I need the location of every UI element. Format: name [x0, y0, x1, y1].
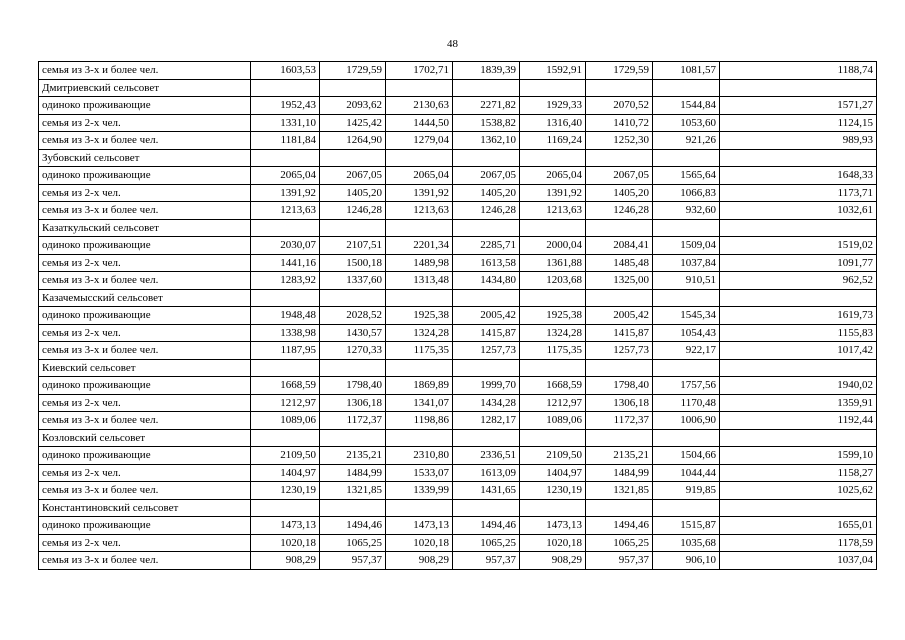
value-cell: 2201,34 — [386, 237, 453, 255]
value-cell: 2005,42 — [453, 307, 520, 325]
row-label: одиноко проживающие — [39, 447, 251, 465]
value-cell: 932,60 — [653, 202, 720, 220]
value-cell: 1798,40 — [320, 377, 386, 395]
value-cell — [453, 499, 520, 517]
value-cell: 1212,97 — [520, 394, 586, 412]
value-cell: 1020,18 — [520, 534, 586, 552]
value-cell: 1338,98 — [251, 324, 320, 342]
value-cell — [320, 359, 386, 377]
value-cell: 1091,77 — [720, 254, 877, 272]
value-cell: 2093,62 — [320, 97, 386, 115]
value-cell: 2030,07 — [251, 237, 320, 255]
table-row — [39, 97, 877, 115]
value-cell — [720, 289, 877, 307]
value-cell — [251, 429, 320, 447]
value-cell: 2130,63 — [386, 97, 453, 115]
value-cell: 1325,00 — [586, 272, 653, 290]
value-cell: 1158,27 — [720, 464, 877, 482]
value-cell: 1839,39 — [453, 62, 520, 80]
value-cell — [320, 429, 386, 447]
value-cell: 1405,20 — [453, 184, 520, 202]
value-cell: 1484,99 — [320, 464, 386, 482]
value-cell: 1473,13 — [386, 517, 453, 535]
value-cell — [320, 79, 386, 97]
value-cell: 1431,65 — [453, 482, 520, 500]
value-cell: 1212,97 — [251, 394, 320, 412]
table-row — [39, 324, 877, 342]
value-cell — [653, 359, 720, 377]
value-cell — [653, 429, 720, 447]
value-cell: 1929,33 — [520, 97, 586, 115]
page-number: 48 — [447, 38, 458, 50]
table-row — [39, 184, 877, 202]
value-cell: 1362,10 — [453, 132, 520, 150]
value-cell — [520, 429, 586, 447]
value-cell: 1081,57 — [653, 62, 720, 80]
value-cell: 1213,63 — [520, 202, 586, 220]
value-cell: 1172,37 — [586, 412, 653, 430]
value-cell — [586, 359, 653, 377]
value-cell: 2065,04 — [386, 167, 453, 185]
value-cell: 1485,48 — [586, 254, 653, 272]
value-cell — [320, 499, 386, 517]
value-cell: 1798,40 — [586, 377, 653, 395]
value-cell — [720, 219, 877, 237]
value-cell: 1198,86 — [386, 412, 453, 430]
table-row — [39, 377, 877, 395]
value-cell: 1757,56 — [653, 377, 720, 395]
value-cell — [386, 79, 453, 97]
value-cell: 1213,63 — [251, 202, 320, 220]
value-cell: 1270,33 — [320, 342, 386, 360]
value-cell: 1415,87 — [586, 324, 653, 342]
value-cell: 1065,25 — [320, 534, 386, 552]
value-cell — [586, 219, 653, 237]
value-cell — [586, 289, 653, 307]
value-cell: 1444,50 — [386, 114, 453, 132]
value-cell: 1230,19 — [251, 482, 320, 500]
value-cell — [386, 219, 453, 237]
value-cell: 1230,19 — [520, 482, 586, 500]
value-cell: 1025,62 — [720, 482, 877, 500]
value-cell: 2271,82 — [453, 97, 520, 115]
table-row — [39, 307, 877, 325]
value-cell: 1404,97 — [251, 464, 320, 482]
value-cell: 957,37 — [586, 552, 653, 570]
row-label: семья из 2-х чел. — [39, 184, 251, 202]
value-cell: 2067,05 — [586, 167, 653, 185]
value-cell: 1264,90 — [320, 132, 386, 150]
value-cell — [653, 499, 720, 517]
value-cell — [320, 289, 386, 307]
value-cell: 2109,50 — [520, 447, 586, 465]
value-cell: 1405,20 — [586, 184, 653, 202]
value-cell: 1124,15 — [720, 114, 877, 132]
value-cell: 2067,05 — [320, 167, 386, 185]
value-cell — [320, 149, 386, 167]
row-label: одиноко проживающие — [39, 377, 251, 395]
row-label: Дмитриевский сельсовет — [39, 79, 251, 97]
value-cell: 1257,73 — [586, 342, 653, 360]
value-cell: 1441,16 — [251, 254, 320, 272]
row-label: Казаткульский сельсовет — [39, 219, 251, 237]
value-cell — [720, 149, 877, 167]
value-cell: 1341,07 — [386, 394, 453, 412]
value-cell: 1391,92 — [520, 184, 586, 202]
value-cell: 1404,97 — [520, 464, 586, 482]
table-row — [39, 464, 877, 482]
value-cell: 1619,73 — [720, 307, 877, 325]
value-cell: 1391,92 — [251, 184, 320, 202]
data-table — [38, 61, 877, 570]
value-cell — [386, 429, 453, 447]
value-cell: 1494,46 — [586, 517, 653, 535]
value-cell — [653, 149, 720, 167]
value-cell — [586, 499, 653, 517]
value-cell: 1869,89 — [386, 377, 453, 395]
value-cell: 1613,09 — [453, 464, 520, 482]
row-label: Казачемысский сельсовет — [39, 289, 251, 307]
value-cell — [520, 219, 586, 237]
value-cell: 906,10 — [653, 552, 720, 570]
value-cell: 1925,38 — [520, 307, 586, 325]
value-cell: 1519,02 — [720, 237, 877, 255]
value-cell: 1316,40 — [520, 114, 586, 132]
value-cell — [653, 79, 720, 97]
row-label: Константиновский сельсовет — [39, 499, 251, 517]
value-cell: 2028,52 — [320, 307, 386, 325]
value-cell: 1494,46 — [453, 517, 520, 535]
value-cell — [386, 499, 453, 517]
value-cell: 1359,91 — [720, 394, 877, 412]
value-cell: 1188,74 — [720, 62, 877, 80]
value-cell: 1613,58 — [453, 254, 520, 272]
value-cell: 1702,71 — [386, 62, 453, 80]
value-cell: 2067,05 — [453, 167, 520, 185]
value-cell: 908,29 — [251, 552, 320, 570]
value-cell: 1020,18 — [251, 534, 320, 552]
row-label: одиноко проживающие — [39, 167, 251, 185]
value-cell — [720, 359, 877, 377]
value-cell: 1181,84 — [251, 132, 320, 150]
value-cell — [520, 499, 586, 517]
value-cell: 2000,04 — [520, 237, 586, 255]
value-cell: 1044,44 — [653, 464, 720, 482]
value-cell: 1306,18 — [586, 394, 653, 412]
value-cell: 921,26 — [653, 132, 720, 150]
table-row — [39, 412, 877, 430]
value-cell: 2135,21 — [586, 447, 653, 465]
table-row — [39, 359, 877, 377]
row-label: одиноко проживающие — [39, 97, 251, 115]
value-cell: 1410,72 — [586, 114, 653, 132]
value-cell: 1515,87 — [653, 517, 720, 535]
value-cell: 1494,46 — [320, 517, 386, 535]
row-label: Зубовский сельсовет — [39, 149, 251, 167]
row-label: семья из 3-х и более чел. — [39, 62, 251, 80]
value-cell: 1282,17 — [453, 412, 520, 430]
value-cell: 1306,18 — [320, 394, 386, 412]
value-cell — [720, 499, 877, 517]
value-cell: 1172,37 — [320, 412, 386, 430]
value-cell: 1484,99 — [586, 464, 653, 482]
value-cell — [586, 429, 653, 447]
value-cell: 1246,28 — [320, 202, 386, 220]
value-cell — [453, 219, 520, 237]
row-label: семья из 3-х и более чел. — [39, 202, 251, 220]
value-cell: 1089,06 — [520, 412, 586, 430]
value-cell: 1324,28 — [386, 324, 453, 342]
value-cell: 1324,28 — [520, 324, 586, 342]
row-label: семья из 2-х чел. — [39, 534, 251, 552]
value-cell — [320, 219, 386, 237]
value-cell: 1952,43 — [251, 97, 320, 115]
value-cell: 2285,71 — [453, 237, 520, 255]
row-label: семья из 3-х и более чел. — [39, 342, 251, 360]
table-row — [39, 394, 877, 412]
table-row — [39, 517, 877, 535]
value-cell: 922,17 — [653, 342, 720, 360]
value-cell: 1279,04 — [386, 132, 453, 150]
value-cell: 1155,83 — [720, 324, 877, 342]
value-cell: 1178,59 — [720, 534, 877, 552]
value-cell — [251, 289, 320, 307]
value-cell — [251, 149, 320, 167]
row-label: семья из 2-х чел. — [39, 254, 251, 272]
value-cell: 1066,83 — [653, 184, 720, 202]
table-row — [39, 167, 877, 185]
value-cell: 1500,18 — [320, 254, 386, 272]
value-cell: 1729,59 — [586, 62, 653, 80]
row-label: семья из 2-х чел. — [39, 324, 251, 342]
value-cell: 2084,41 — [586, 237, 653, 255]
value-cell: 1668,59 — [251, 377, 320, 395]
value-cell: 1283,92 — [251, 272, 320, 290]
value-cell: 2065,04 — [251, 167, 320, 185]
value-cell: 1252,30 — [586, 132, 653, 150]
value-cell — [386, 149, 453, 167]
value-cell — [520, 359, 586, 377]
value-cell: 1473,13 — [251, 517, 320, 535]
value-cell: 1246,28 — [586, 202, 653, 220]
value-cell — [453, 429, 520, 447]
value-cell — [453, 79, 520, 97]
row-label: семья из 3-х и более чел. — [39, 132, 251, 150]
value-cell: 1337,60 — [320, 272, 386, 290]
value-cell: 1533,07 — [386, 464, 453, 482]
value-cell: 1173,71 — [720, 184, 877, 202]
row-label: семья из 3-х и более чел. — [39, 272, 251, 290]
value-cell: 1175,35 — [520, 342, 586, 360]
value-cell: 1925,38 — [386, 307, 453, 325]
value-cell: 1434,28 — [453, 394, 520, 412]
value-cell: 957,37 — [320, 552, 386, 570]
value-cell: 1339,99 — [386, 482, 453, 500]
table-row — [39, 202, 877, 220]
value-cell: 1473,13 — [520, 517, 586, 535]
value-cell: 1169,24 — [520, 132, 586, 150]
value-cell: 1257,73 — [453, 342, 520, 360]
value-cell: 1053,60 — [653, 114, 720, 132]
value-cell: 1434,80 — [453, 272, 520, 290]
value-cell: 1655,01 — [720, 517, 877, 535]
value-cell: 1203,68 — [520, 272, 586, 290]
row-label: Киевский сельсовет — [39, 359, 251, 377]
value-cell: 2005,42 — [586, 307, 653, 325]
value-cell — [520, 149, 586, 167]
value-cell: 1504,66 — [653, 447, 720, 465]
value-cell: 910,51 — [653, 272, 720, 290]
value-cell: 919,85 — [653, 482, 720, 500]
value-cell: 1729,59 — [320, 62, 386, 80]
value-cell: 1948,48 — [251, 307, 320, 325]
value-cell: 1391,92 — [386, 184, 453, 202]
value-cell: 1544,84 — [653, 97, 720, 115]
value-cell — [453, 359, 520, 377]
value-cell — [251, 359, 320, 377]
table-row — [39, 499, 877, 517]
row-label: семья из 3-х и более чел. — [39, 552, 251, 570]
value-cell: 1940,02 — [720, 377, 877, 395]
value-cell: 1213,63 — [386, 202, 453, 220]
table-row — [39, 289, 877, 307]
table-row — [39, 219, 877, 237]
table-row — [39, 447, 877, 465]
value-cell: 1054,43 — [653, 324, 720, 342]
table-row — [39, 482, 877, 500]
value-cell — [251, 219, 320, 237]
value-cell: 2135,21 — [320, 447, 386, 465]
value-cell — [720, 79, 877, 97]
value-cell — [453, 289, 520, 307]
table-row — [39, 254, 877, 272]
value-cell: 1430,57 — [320, 324, 386, 342]
value-cell: 1006,90 — [653, 412, 720, 430]
row-label: семья из 3-х и более чел. — [39, 482, 251, 500]
value-cell — [520, 79, 586, 97]
value-cell — [653, 219, 720, 237]
value-cell: 1599,10 — [720, 447, 877, 465]
value-cell: 1089,06 — [251, 412, 320, 430]
table-row — [39, 132, 877, 150]
value-cell: 2107,51 — [320, 237, 386, 255]
value-cell: 1246,28 — [453, 202, 520, 220]
value-cell: 1035,68 — [653, 534, 720, 552]
value-cell: 1175,35 — [386, 342, 453, 360]
table-row — [39, 79, 877, 97]
row-label: одиноко проживающие — [39, 517, 251, 535]
value-cell: 1065,25 — [586, 534, 653, 552]
row-label: семья из 2-х чел. — [39, 114, 251, 132]
value-cell: 908,29 — [386, 552, 453, 570]
value-cell: 1565,64 — [653, 167, 720, 185]
table-row — [39, 552, 877, 570]
value-cell: 1668,59 — [520, 377, 586, 395]
value-cell: 1538,82 — [453, 114, 520, 132]
table-body — [39, 62, 877, 570]
value-cell: 2336,51 — [453, 447, 520, 465]
value-cell: 1037,04 — [720, 552, 877, 570]
value-cell — [586, 149, 653, 167]
value-cell: 1187,95 — [251, 342, 320, 360]
row-label: одиноко проживающие — [39, 307, 251, 325]
value-cell: 1331,10 — [251, 114, 320, 132]
value-cell: 1425,42 — [320, 114, 386, 132]
value-cell: 1545,34 — [653, 307, 720, 325]
value-cell — [386, 359, 453, 377]
value-cell — [453, 149, 520, 167]
value-cell: 1489,98 — [386, 254, 453, 272]
value-cell: 1592,91 — [520, 62, 586, 80]
value-cell: 962,52 — [720, 272, 877, 290]
value-cell: 1415,87 — [453, 324, 520, 342]
value-cell: 1509,04 — [653, 237, 720, 255]
value-cell — [251, 499, 320, 517]
value-cell: 1361,88 — [520, 254, 586, 272]
value-cell — [386, 289, 453, 307]
value-cell: 908,29 — [520, 552, 586, 570]
table-row — [39, 149, 877, 167]
row-label: одиноко проживающие — [39, 237, 251, 255]
value-cell: 2070,52 — [586, 97, 653, 115]
value-cell: 1032,61 — [720, 202, 877, 220]
table-row — [39, 114, 877, 132]
value-cell: 1065,25 — [453, 534, 520, 552]
value-cell: 1571,27 — [720, 97, 877, 115]
value-cell: 1321,85 — [586, 482, 653, 500]
value-cell: 2310,80 — [386, 447, 453, 465]
value-cell: 1321,85 — [320, 482, 386, 500]
value-cell: 989,93 — [720, 132, 877, 150]
value-cell: 1192,44 — [720, 412, 877, 430]
value-cell: 1037,84 — [653, 254, 720, 272]
row-label: семья из 2-х чел. — [39, 394, 251, 412]
table-row — [39, 429, 877, 447]
value-cell — [586, 79, 653, 97]
value-cell: 1313,48 — [386, 272, 453, 290]
value-cell: 1170,48 — [653, 394, 720, 412]
table-row — [39, 534, 877, 552]
table-row — [39, 62, 877, 80]
row-label: Козловский сельсовет — [39, 429, 251, 447]
value-cell — [653, 289, 720, 307]
value-cell: 1999,70 — [453, 377, 520, 395]
value-cell: 2065,04 — [520, 167, 586, 185]
value-cell: 1648,33 — [720, 167, 877, 185]
value-cell: 1603,53 — [251, 62, 320, 80]
table-row — [39, 237, 877, 255]
row-label: семья из 2-х чел. — [39, 464, 251, 482]
value-cell — [251, 79, 320, 97]
value-cell: 1017,42 — [720, 342, 877, 360]
table-row — [39, 272, 877, 290]
value-cell: 1405,20 — [320, 184, 386, 202]
value-cell — [520, 289, 586, 307]
row-label: семья из 3-х и более чел. — [39, 412, 251, 430]
table-row — [39, 342, 877, 360]
value-cell: 1020,18 — [386, 534, 453, 552]
value-cell: 2109,50 — [251, 447, 320, 465]
value-cell — [720, 429, 877, 447]
value-cell: 957,37 — [453, 552, 520, 570]
